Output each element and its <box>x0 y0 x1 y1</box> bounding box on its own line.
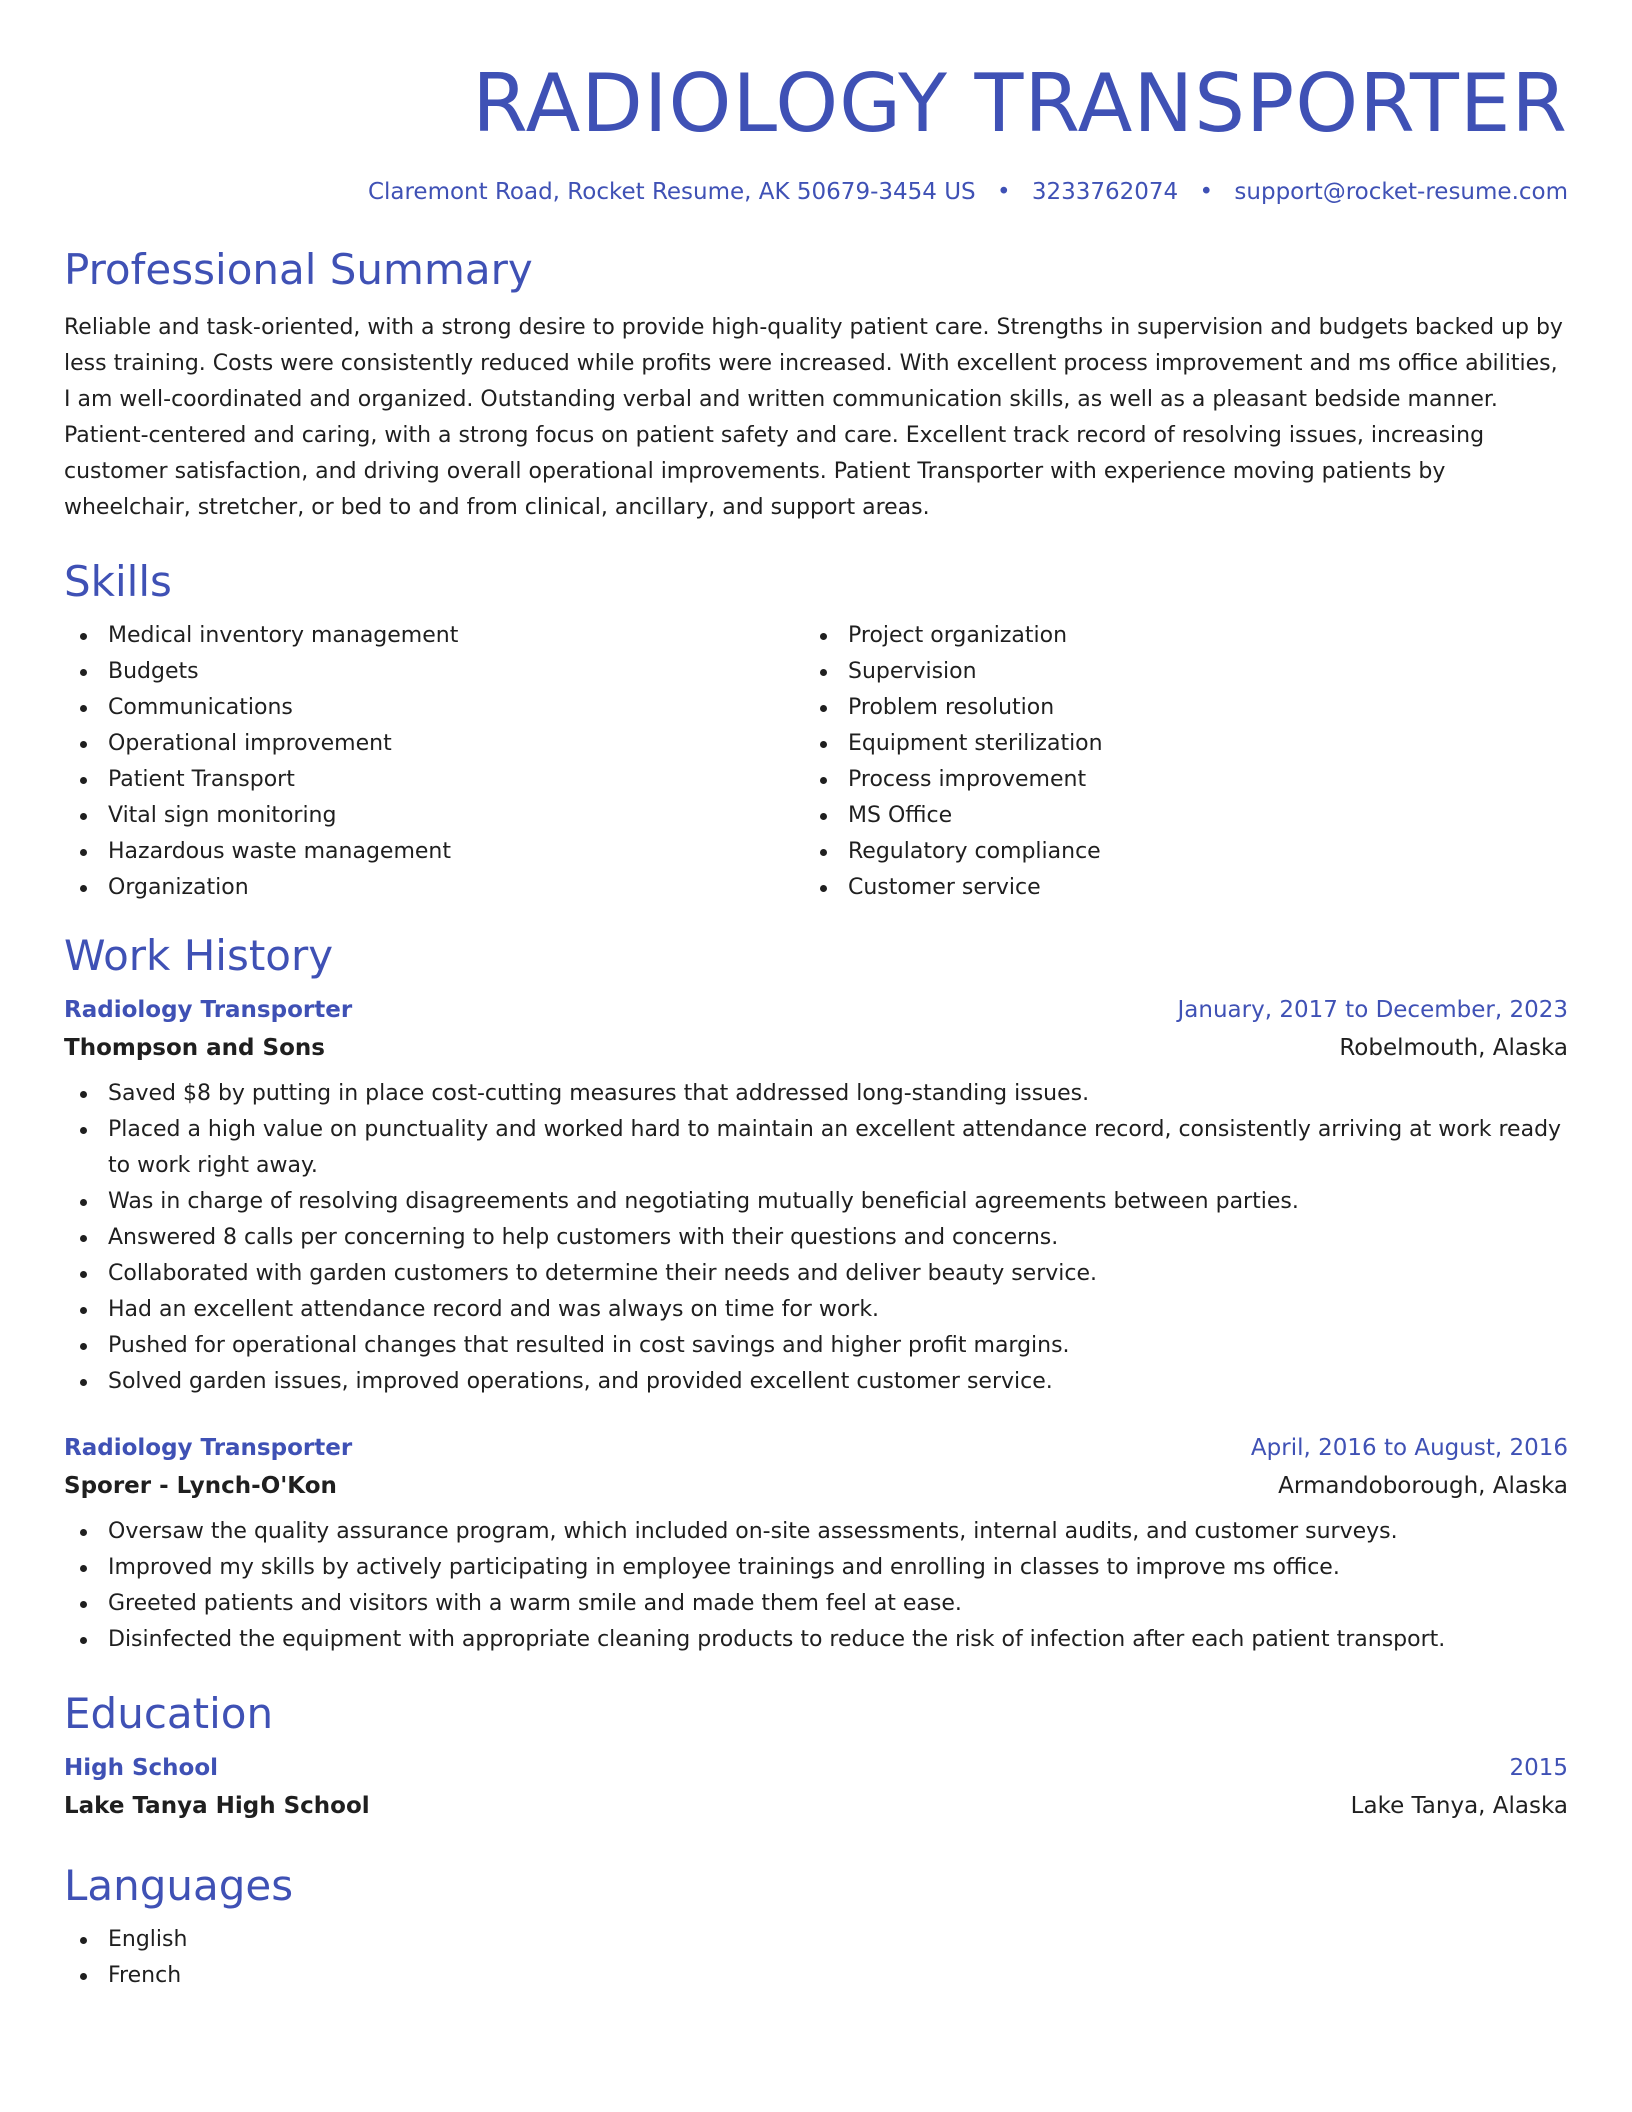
skill-item: Customer service <box>804 870 1544 906</box>
skill-item: Equipment sterilization <box>804 726 1544 762</box>
languages-section <box>64 1860 1568 1994</box>
skills-section <box>64 556 1568 906</box>
contact-email: support@rocket-resume.com <box>1234 179 1568 205</box>
contact-address: Claremont Road, Rocket Resume, AK 50679-3454 US <box>367 179 976 205</box>
job-company-row <box>64 1028 1568 1068</box>
education-heading: Education <box>64 1689 274 1738</box>
skill-item: Problem resolution <box>804 690 1544 726</box>
candidate-name: RADIOLOGY TRANSPORTER <box>472 57 1568 150</box>
languages-heading: Languages <box>64 1861 294 1910</box>
job-dates: April, 2016 to August, 2016 <box>1250 1435 1568 1461</box>
skills-heading: Skills <box>64 557 172 606</box>
skill-item: Operational improvement <box>64 726 804 762</box>
education-degree: High School <box>64 1755 219 1781</box>
skill-item: Supervision <box>804 654 1544 690</box>
skill-item: Patient Transport <box>64 762 804 798</box>
contact-separator: • <box>996 179 1011 205</box>
job-company: Sporer - Lynch-O'Kon <box>64 1473 337 1499</box>
contact-line <box>64 176 1568 208</box>
job-bullet: Had an excellent attendance record and was always on time for work. <box>64 1292 1568 1328</box>
job-bullet: Greeted patients and visitors with a warm smile and made them feel at ease. <box>64 1586 1568 1622</box>
work-history-section <box>64 930 1568 1658</box>
contact-separator: • <box>1199 179 1214 205</box>
education-school-row <box>64 1786 1568 1826</box>
job-entry <box>64 992 1568 1400</box>
professional-summary-section <box>64 244 1568 526</box>
skill-item: Organization <box>64 870 804 906</box>
job-bullet: Oversaw the quality assurance program, which included on-site assessments, internal audits, and customer surveys. <box>64 1514 1568 1550</box>
education-degree-row <box>64 1750 1568 1786</box>
skill-item: Process improvement <box>804 762 1544 798</box>
language-item: English <box>64 1922 1568 1958</box>
skill-item: MS Office <box>804 798 1544 834</box>
job-bullet: Was in charge of resolving disagreements and negotiating mutually beneficial agreements between parties. <box>64 1184 1568 1220</box>
skills-right-column <box>804 618 1544 906</box>
job-title: Radiology Transporter <box>64 997 353 1023</box>
job-bullet: Improved my skills by actively participating in employee trainings and enrolling in classes to improve ms office. <box>64 1550 1568 1586</box>
languages-list <box>64 1922 1568 1994</box>
job-title-row <box>64 992 1568 1028</box>
job-bullet: Pushed for operational changes that resulted in cost savings and higher profit margins. <box>64 1328 1568 1364</box>
language-item: French <box>64 1958 1568 1994</box>
skills-left-column <box>64 618 804 906</box>
contact-phone: 3233762074 <box>1031 179 1179 205</box>
job-entry <box>64 1430 1568 1658</box>
skill-item: Budgets <box>64 654 804 690</box>
skill-item: Regulatory compliance <box>804 834 1544 870</box>
education-section <box>64 1688 1568 1826</box>
skill-item: Vital sign monitoring <box>64 798 804 834</box>
job-bullet: Answered 8 calls per concerning to help customers with their questions and concerns. <box>64 1220 1568 1256</box>
job-title: Radiology Transporter <box>64 1435 353 1461</box>
job-bullets <box>64 1514 1568 1658</box>
job-title-row <box>64 1430 1568 1466</box>
skill-item: Hazardous waste management <box>64 834 804 870</box>
job-bullet: Solved garden issues, improved operations, and provided excellent customer service. <box>64 1364 1568 1400</box>
education-year: 2015 <box>1509 1755 1568 1781</box>
job-company-row <box>64 1466 1568 1506</box>
job-location: Armandoborough, Alaska <box>1278 1473 1568 1499</box>
job-location: Robelmouth, Alaska <box>1339 1035 1568 1061</box>
job-bullet: Saved $8 by putting in place cost-cutting measures that addressed long-standing issues. <box>64 1076 1568 1112</box>
skills-columns <box>64 618 1568 906</box>
job-bullet: Placed a high value on punctuality and worked hard to maintain an excellent attendance record, consistently arriving at work ready to work right away. <box>64 1112 1568 1184</box>
work-history-heading: Work History <box>64 931 334 980</box>
education-entry <box>64 1750 1568 1826</box>
skill-item: Project organization <box>804 618 1544 654</box>
skill-item: Communications <box>64 690 804 726</box>
job-bullets <box>64 1076 1568 1400</box>
education-school: Lake Tanya High School <box>64 1793 370 1819</box>
job-company: Thompson and Sons <box>64 1035 325 1061</box>
education-location: Lake Tanya, Alaska <box>1350 1793 1568 1819</box>
job-bullet: Collaborated with garden customers to determine their needs and deliver beauty service. <box>64 1256 1568 1292</box>
skill-item: Medical inventory management <box>64 618 804 654</box>
job-bullet: Disinfected the equipment with appropriate cleaning products to reduce the risk of infection after each patient transport. <box>64 1622 1568 1658</box>
job-dates: January, 2017 to December, 2023 <box>1177 997 1568 1023</box>
summary-heading: Professional Summary <box>64 245 533 294</box>
summary-text: Reliable and task-oriented, with a strong desire to provide high-quality patient care. Strengths in supervision and budgets backed up by less training. Costs were consistently reduced while profits were increased. With excellent process improvement and ms office abilities, I am well-coordinated and organized. Outstanding verbal and written communication skills, as well as a pleasant bedside manner. Patient-centered and caring, with a strong focus on patient safety and care. Excellent track record of resolving issues, increasing customer satisfaction, and driving overall operational improvements. Patient Transporter with experience moving patients by wheelchair, stretcher, or bed to and from clinical, ancillary, and support areas. <box>64 315 1563 520</box>
resume-header <box>64 0 1568 208</box>
